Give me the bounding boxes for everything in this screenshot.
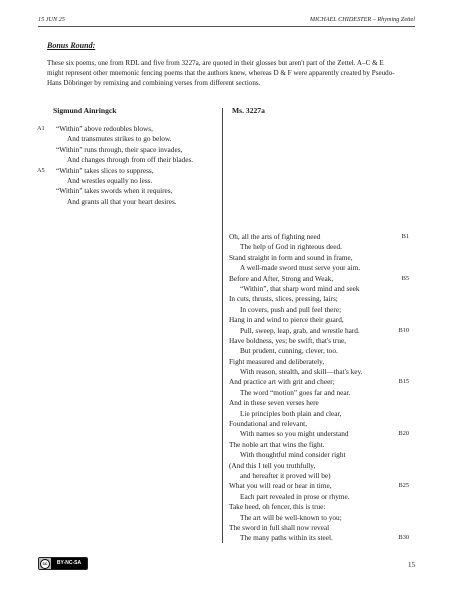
verse-text: And grants all that your heart desires. (67, 196, 177, 206)
verse-text: “Within” above redoubles blows, (56, 124, 153, 133)
header-rule (38, 26, 415, 27)
line-number: A1 (37, 125, 45, 132)
right-poem-line (229, 357, 409, 367)
right-poem-line (229, 409, 409, 419)
line-number: B15 (398, 378, 409, 386)
right-poem-line (229, 242, 409, 252)
right-poem-line (229, 450, 409, 460)
line-number: B5 (401, 274, 409, 282)
verse-text: Take heed, oh fencer, this is true: (229, 502, 326, 512)
verse-text: And changes through from off their blades. (67, 155, 194, 165)
license-badge[interactable] (38, 557, 88, 570)
right-poem-line (229, 377, 409, 387)
verse-text: Oh, all the arts of fighting need (229, 232, 321, 241)
right-poem-line (229, 274, 409, 284)
bonus-heading: Bonus Round: (47, 41, 96, 50)
line-number: B1 (401, 233, 409, 240)
line-number: B25 (398, 482, 409, 490)
column-divider (222, 108, 223, 543)
intro-paragraph: These six poems, one from RDL and five from 3227a, are quoted in their glosses but aren't part of the Zettel. A–C & E might represent other mnemonic fencing poems that the authors knew, whereas D & F were apparently created by Pseudo-Hans Döbringer by remixing and combining verses from different sections. (47, 59, 395, 88)
line-number: B10 (398, 326, 409, 334)
verse-text: “Within” runs through, their space invades, (56, 144, 183, 154)
verse-text: Hang in and wind to pierce their guard, (229, 315, 344, 325)
right-poem-line (229, 294, 409, 304)
right-poem-line (229, 440, 409, 450)
verse-text: Foundational and relevant, (229, 419, 308, 429)
right-column-title: Ms. 3227a (232, 106, 265, 115)
verse-text: The sword in full shall now reveal (229, 522, 330, 532)
verse-text: The word “motion” goes far and near. (240, 387, 351, 397)
right-poem-line (229, 284, 409, 294)
verse-text: “Within” takes swords when it requires, (56, 186, 173, 196)
right-poem-line (229, 513, 409, 523)
verse-text: In covers, push and pull feel there; (240, 304, 342, 314)
line-number: A5 (37, 166, 45, 174)
right-poem-line (229, 533, 409, 543)
right-poem-line (229, 346, 409, 356)
verse-text: And practice art with grit and cheer; (229, 377, 335, 387)
right-poem-line (229, 492, 409, 502)
verse-text: The art will be well-known to you; (240, 512, 342, 522)
verse-text: Fight measured and deliberately, (229, 356, 325, 366)
verse-text: The noble art that wins the fight. (229, 439, 325, 449)
right-poem-line (229, 388, 409, 398)
verse-text: The help of God in righteous deed. (240, 242, 342, 252)
right-poem-line (229, 232, 409, 242)
verse-text: Have boldness, yes; be swift, that's true, (229, 335, 347, 345)
verse-text: Before and After, Strong and Weak, (229, 273, 334, 283)
cc-icon: cc (39, 558, 51, 569)
right-poem-line (229, 367, 409, 377)
verse-text: “Within” takes slices to suppress, (56, 165, 154, 175)
verse-text: “Within”, that sharp word mind and seek (240, 283, 360, 293)
header-author-title: MICHAEL CHIDESTER – Rhyming Zettel (309, 16, 415, 23)
verse-text: Pull, sweep, leap, grab, and wrestle hard. (240, 325, 360, 335)
verse-text: With reason, stealth, and skill—that's key. (240, 367, 363, 377)
verse-text: (And this I tell you truthfully, (229, 460, 316, 470)
verse-text: And transmutes strikes to go below. (67, 134, 172, 144)
right-poem-line (229, 481, 409, 491)
line-number: B30 (398, 534, 409, 542)
license-text: BY-NC-SA (51, 558, 87, 569)
verse-text: In cuts, thrusts, slices, pressing, lairs; (229, 294, 338, 304)
right-poem-line (229, 305, 409, 315)
verse-text: Stand straight in form and sound in frame, (229, 252, 353, 262)
verse-text: And in these seven verses here (229, 398, 319, 408)
right-poem-line (229, 429, 409, 439)
verse-text: The many paths within its steel. (240, 533, 333, 543)
verse-text: What you will read or hear in time, (229, 481, 332, 491)
right-poem-line (229, 336, 409, 346)
right-poem-line (229, 471, 409, 481)
verse-text: But prudent, cunning, clever, too. (240, 346, 338, 356)
page-number: 15 (408, 561, 415, 569)
left-column-title: Sigmund Ainringck (53, 106, 117, 115)
verse-text: With names so you might understand (240, 429, 349, 439)
right-poem (229, 232, 409, 544)
header-date: 15 JUN 25 (38, 16, 65, 23)
right-poem-line (229, 461, 409, 471)
right-poem-line (229, 419, 409, 429)
line-number: B20 (398, 430, 409, 438)
verse-text: and hereafter it proved will be) (240, 470, 331, 480)
right-poem-line (229, 398, 409, 408)
verse-text: Each part revealed in prose or rhyme. (240, 491, 350, 501)
verse-text: With thoughtful mind consider right (240, 450, 346, 460)
right-poem-line (229, 253, 409, 263)
verse-text: A well-made sword must serve your aim. (240, 263, 361, 273)
verse-text: And wrestles equally no less. (67, 175, 153, 185)
right-poem-line (229, 523, 409, 533)
right-poem-line (229, 263, 409, 273)
right-poem-line (229, 315, 409, 325)
verse-text: Lie principles both plain and clear, (240, 408, 342, 418)
right-poem-line (229, 326, 409, 336)
right-poem-line (229, 502, 409, 512)
